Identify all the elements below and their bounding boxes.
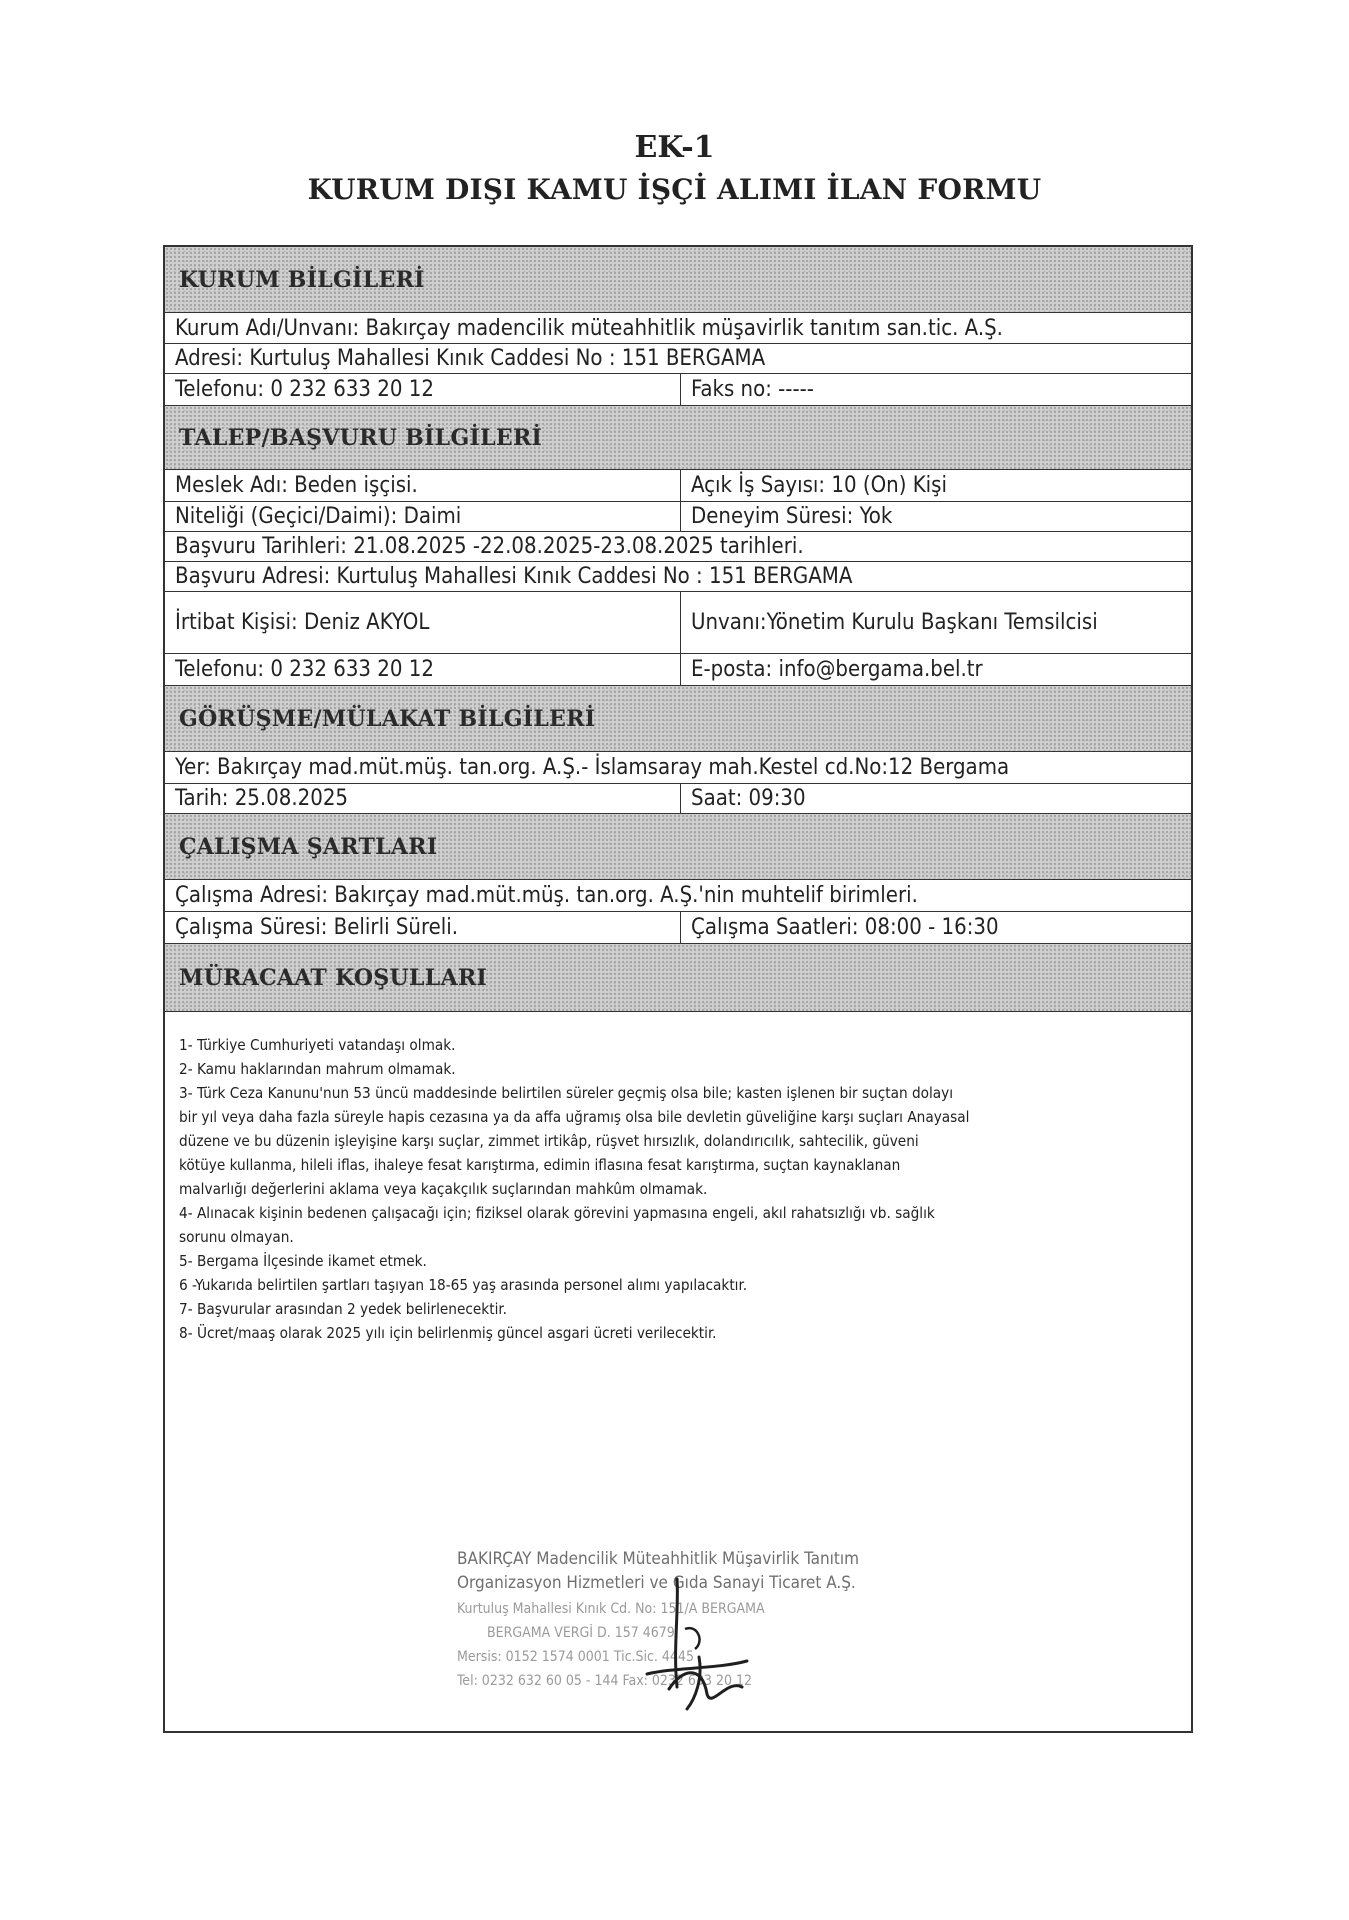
section-title: ÇALIŞMA ŞARTLARI	[179, 833, 438, 860]
basvuru-tarihleri: Başvuru Tarihleri: 21.08.2025 -22.08.2025-23.08.2025 tarihleri.	[175, 534, 804, 559]
calisma-saatleri: Çalışma Saatleri: 08:00 - 16:30	[680, 912, 1191, 943]
basvuru-adresi: Başvuru Adresi: Kurtuluş Mahallesi Kınık Caddesi No : 151 BERGAMA	[175, 564, 853, 589]
section-title: TALEP/BAŞVURU BİLGİLERİ	[179, 424, 543, 451]
signature-icon	[607, 1569, 777, 1719]
list-item: malvarlığı değerlerini aklama veya kaçakçılık suçlarından mahkûm olmamak.	[179, 1180, 708, 1198]
row-kurum-iletisim	[165, 374, 1191, 406]
gorusme-yer: Yer: Bakırçay mad.müt.müş. tan.org. A.Ş.- İslamsaray mah.Kestel cd.No:12 Bergama	[175, 755, 1010, 780]
stamp-line: BAKIRÇAY Madencilik Müteahhitlik Müşavirlik Tanıtım	[457, 1549, 860, 1569]
list-item: kötüye kullanma, hileli iflas, ihaleye fesat karıştırma, edimin iflasına fesat karıştırma, suçtan kaynaklanan	[179, 1156, 901, 1174]
stamp-line: Mersis: 0152 1574 0001 Tic.Sic. 4445	[457, 1649, 694, 1665]
nitelik: Niteliği (Geçici/Daimi): Daimi	[175, 504, 462, 529]
list-item: 8- Ücret/maaş olarak 2025 yılı için belirlenmiş güncel asgari ücreti verilecektir.	[179, 1324, 717, 1342]
irtibat-unvan: Unvanı:Yönetim Kurulu Başkanı Temsilcisi	[680, 592, 1191, 653]
kurum-telefon: Telefonu: 0 232 633 20 12	[175, 377, 434, 402]
list-item: sorunu olmayan.	[179, 1228, 294, 1246]
kurum-adi: Kurum Adı/Unvanı: Bakırçay madencilik müteahhitlik müşavirlik tanıtım san.tic. A.Ş.	[175, 315, 1003, 341]
document-title	[0, 128, 1349, 212]
talep-eposta: E-posta: info@bergama.bel.tr	[680, 654, 1191, 685]
row-gorusme-zaman	[165, 784, 1191, 814]
row-talep-iletisim	[165, 654, 1191, 686]
row-calisma-adres	[165, 880, 1191, 912]
row-meslek	[165, 470, 1191, 502]
calisma-adresi: Çalışma Adresi: Bakırçay mad.müt.müş. tan.org. A.Ş.'nin muhtelif birimleri.	[175, 883, 918, 908]
stamp-line: Organizasyon Hizmetleri ve Gıda Sanayi Ticaret A.Ş.	[457, 1573, 856, 1593]
irtibat-kisisi: İrtibat Kişisi: Deniz AKYOL	[175, 610, 430, 635]
row-calisma-sure	[165, 912, 1191, 944]
section-kurum-header	[165, 247, 1191, 313]
list-item: düzene ve bu düzenin işleyişine karşı suçlar, zimmet irtikâp, rüşvet hırsızlık, dolandırıcılık, sahtecilik, güveni	[179, 1132, 919, 1150]
gorusme-tarih: Tarih: 25.08.2025	[175, 786, 348, 811]
calisma-suresi: Çalışma Süresi: Belirli Süreli.	[175, 915, 459, 940]
kurum-faks: Faks no: -----	[680, 374, 1191, 405]
row-basvuru-tarihleri	[165, 532, 1191, 562]
section-title: GÖRÜŞME/MÜLAKAT BİLGİLERİ	[179, 705, 596, 732]
list-item: 4- Alınacak kişinin bedenen çalışacağı için; fiziksel olarak görevini yapmasına engeli, akıl rahatsızlığı vb. sağlık	[179, 1204, 935, 1222]
row-kurum-adi	[165, 313, 1191, 344]
list-item: 6 -Yukarıda belirtilen şartları taşıyan 18-65 yaş arasında personel alımı yapılacaktır.	[179, 1276, 748, 1294]
stamp-line: BERGAMA VERGİ D. 157 4679	[487, 1625, 675, 1641]
list-item: bir yıl veya daha fazla süreyle hapis cezasına ya da affa uğramış olsa bile devletin güveliğine karşı suçları Anayasal	[179, 1108, 970, 1126]
section-gorusme-header	[165, 686, 1191, 752]
row-kurum-adres	[165, 344, 1191, 374]
kurum-adres: Adresi: Kurtuluş Mahallesi Kınık Caddesi No : 151 BERGAMA	[175, 346, 766, 371]
row-gorusme-yer	[165, 752, 1191, 784]
deneyim-suresi: Deneyim Süresi: Yok	[680, 502, 1191, 531]
list-item: 2- Kamu haklarından mahrum olmamak.	[179, 1060, 456, 1078]
section-talep-header	[165, 406, 1191, 470]
conditions-list	[165, 1025, 1191, 1353]
row-irtibat	[165, 592, 1191, 654]
section-title: MÜRACAAT KOŞULLARI	[179, 964, 488, 991]
row-basvuru-adresi	[165, 562, 1191, 592]
acik-is-sayisi: Açık İş Sayısı: 10 (On) Kişi	[680, 470, 1191, 501]
stamp-line: Tel: 0232 632 60 05 - 144 Fax: 0232 633 20 12	[457, 1673, 753, 1689]
row-nitelik	[165, 502, 1191, 532]
talep-telefon: Telefonu: 0 232 633 20 12	[175, 657, 434, 682]
section-muracaat-header	[165, 944, 1191, 1012]
list-item: 3- Türk Ceza Kanunu'nun 53 üncü maddesinde belirtilen süreler geçmiş olsa bile; kasten işlenen bir suçtan dolayı	[179, 1084, 954, 1102]
announcement-form	[163, 245, 1193, 1733]
meslek-adi: Meslek Adı: Beden işçisi.	[175, 473, 418, 498]
stamp-line: Kurtuluş Mahallesi Kınık Cd. No: 151/A BERGAMA	[457, 1601, 765, 1617]
list-item: 7- Başvurular arasından 2 yedek belirlenecektir.	[179, 1300, 507, 1318]
section-title: KURUM BİLGİLERİ	[179, 266, 425, 293]
list-item: 5- Bergama İlçesinde ikamet etmek.	[179, 1252, 427, 1270]
annex-label: EK-1	[634, 130, 715, 165]
list-item: 1- Türkiye Cumhuriyeti vatandaşı olmak.	[179, 1036, 456, 1054]
company-stamp	[457, 1549, 897, 1729]
section-calisma-header	[165, 814, 1191, 880]
gorusme-saat: Saat: 09:30	[680, 784, 1191, 813]
form-title: KURUM DIŞI KAMU İŞÇİ ALIMI İLAN FORMU	[307, 173, 1042, 206]
